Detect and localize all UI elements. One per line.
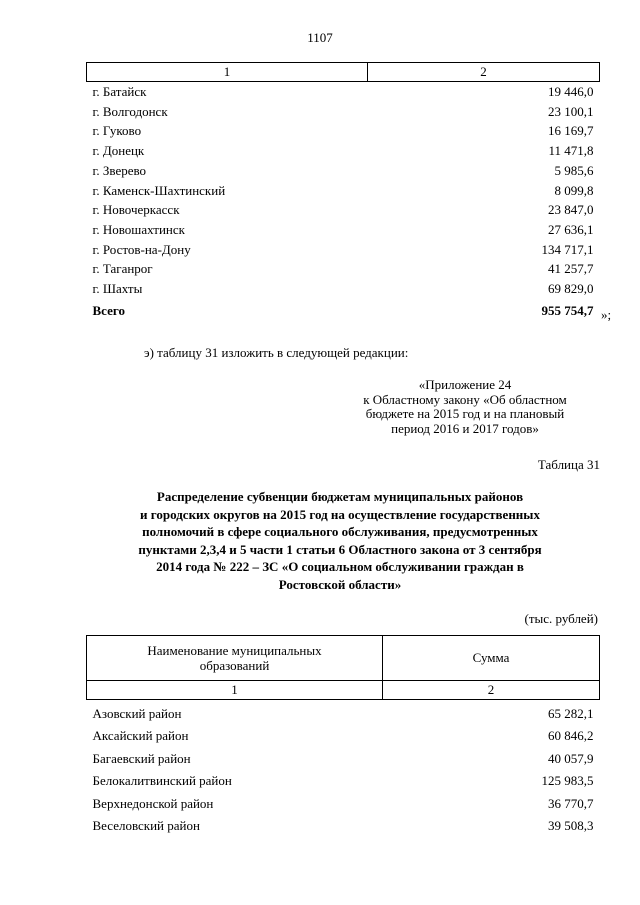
- page-number: 1107: [307, 30, 333, 45]
- row-value: 5 985,6: [554, 162, 594, 178]
- row-value: 125 983,5: [541, 773, 594, 789]
- table-row: [87, 748, 600, 770]
- appendix-line: бюджете на 2015 год и на плановый: [365, 406, 565, 421]
- row-name: г. Ростов-на-Дону: [92, 241, 191, 257]
- row-value: 60 846,2: [548, 728, 594, 744]
- title-line: 2014 года № 222 – ЗС «О социальном обслуживании граждан в: [156, 559, 524, 575]
- row-value: 16 169,7: [548, 123, 594, 139]
- table-row: [87, 200, 600, 220]
- table-row: [87, 141, 600, 161]
- total-label: Всего: [92, 302, 125, 318]
- row-name: г. Гуково: [92, 123, 142, 139]
- row-name: Белокалитвинский район: [92, 773, 232, 789]
- table-row: [87, 770, 600, 792]
- row-value: 40 057,9: [548, 750, 594, 766]
- municipal-distribution-table-continued: [86, 62, 600, 323]
- amendment-instruction: э) таблицу 31 изложить в следующей редакции:: [144, 345, 409, 360]
- header-line: Наименование муниципальных: [147, 643, 322, 658]
- title-line: полномочий в сфере социального обслуживания, предусмотренных: [142, 524, 538, 540]
- table-header-row: [87, 63, 600, 82]
- table-row: [87, 220, 600, 240]
- row-value: 41 257,7: [548, 261, 594, 277]
- table-row: [87, 279, 600, 299]
- column-number-2: 2: [383, 681, 600, 700]
- table-row: [87, 161, 600, 181]
- appendix-line: «Приложение 24: [418, 377, 512, 392]
- table-row: [87, 815, 600, 837]
- row-value: 36 770,7: [548, 795, 594, 811]
- row-name: г. Зверево: [92, 162, 147, 178]
- header-line: образований: [199, 658, 270, 673]
- row-name: г. Батайск: [92, 84, 147, 99]
- row-value: 11 471,8: [548, 143, 594, 159]
- row-name: г. Волгодонск: [92, 103, 168, 119]
- row-value: 19 446,0: [548, 84, 594, 99]
- row-name: г. Каменск-Шахтинский: [92, 182, 226, 198]
- table-row: [87, 259, 600, 279]
- units-label: (тыс. рублей): [524, 611, 598, 626]
- header-municipality-name: [87, 636, 383, 681]
- row-name: Азовский район: [92, 706, 182, 721]
- total-value: 955 754,7: [541, 302, 594, 318]
- header-sum: Сумма: [383, 636, 600, 681]
- row-value: 39 508,3: [548, 818, 594, 834]
- table-header-row: [87, 636, 600, 681]
- column-number-1: 1: [87, 681, 383, 700]
- table-title: [80, 488, 600, 594]
- row-name: Аксайский район: [92, 728, 189, 744]
- appendix-line: период 2016 и 2017 годов»: [391, 420, 539, 436]
- appendix-line: к Областному закону «Об областном: [363, 391, 567, 407]
- row-value: 27 636,1: [548, 221, 594, 237]
- table-row: [87, 700, 600, 726]
- table-row: [87, 82, 600, 102]
- closing-quote: »;: [601, 307, 612, 322]
- row-name: Багаевский район: [92, 750, 191, 766]
- row-value: 65 282,1: [548, 706, 594, 721]
- title-line: Распределение субвенции бюджетам муниципальных районов: [156, 489, 524, 504]
- row-value: 23 100,1: [548, 103, 594, 119]
- table-row: [87, 240, 600, 260]
- title-line: Ростовской области»: [278, 576, 402, 592]
- title-line: и городских округов на 2015 год на осуществление государственных: [140, 506, 540, 522]
- table-row: [87, 102, 600, 122]
- row-value: 8 099,8: [554, 182, 594, 198]
- table-row: [87, 181, 600, 201]
- row-name: г. Шахты: [92, 281, 143, 297]
- subvention-distribution-table: [86, 635, 600, 837]
- title-line: пунктами 2,3,4 и 5 части 1 статьи 6 Областного закона от 3 сентября: [138, 541, 542, 557]
- total-row: [87, 299, 600, 323]
- row-value: 134 717,1: [541, 241, 594, 257]
- row-value: 23 847,0: [548, 202, 594, 218]
- appendix-reference: [320, 378, 610, 436]
- column-number-2: 2: [368, 63, 600, 82]
- row-name: Верхнедонской район: [92, 795, 214, 811]
- row-name: г. Новошахтинск: [92, 221, 185, 237]
- row-name: г. Таганрог: [92, 261, 153, 277]
- row-name: г. Донецк: [92, 143, 145, 159]
- table-row: [87, 793, 600, 815]
- table-row: [87, 121, 600, 141]
- row-name: Веселовский район: [92, 818, 200, 834]
- row-name: г. Новочеркасск: [92, 202, 180, 218]
- table-label: Таблица 31: [537, 457, 600, 472]
- column-number-1: 1: [87, 63, 368, 82]
- table-number-row: [87, 681, 600, 700]
- table-row: [87, 725, 600, 747]
- row-value: 69 829,0: [548, 281, 594, 297]
